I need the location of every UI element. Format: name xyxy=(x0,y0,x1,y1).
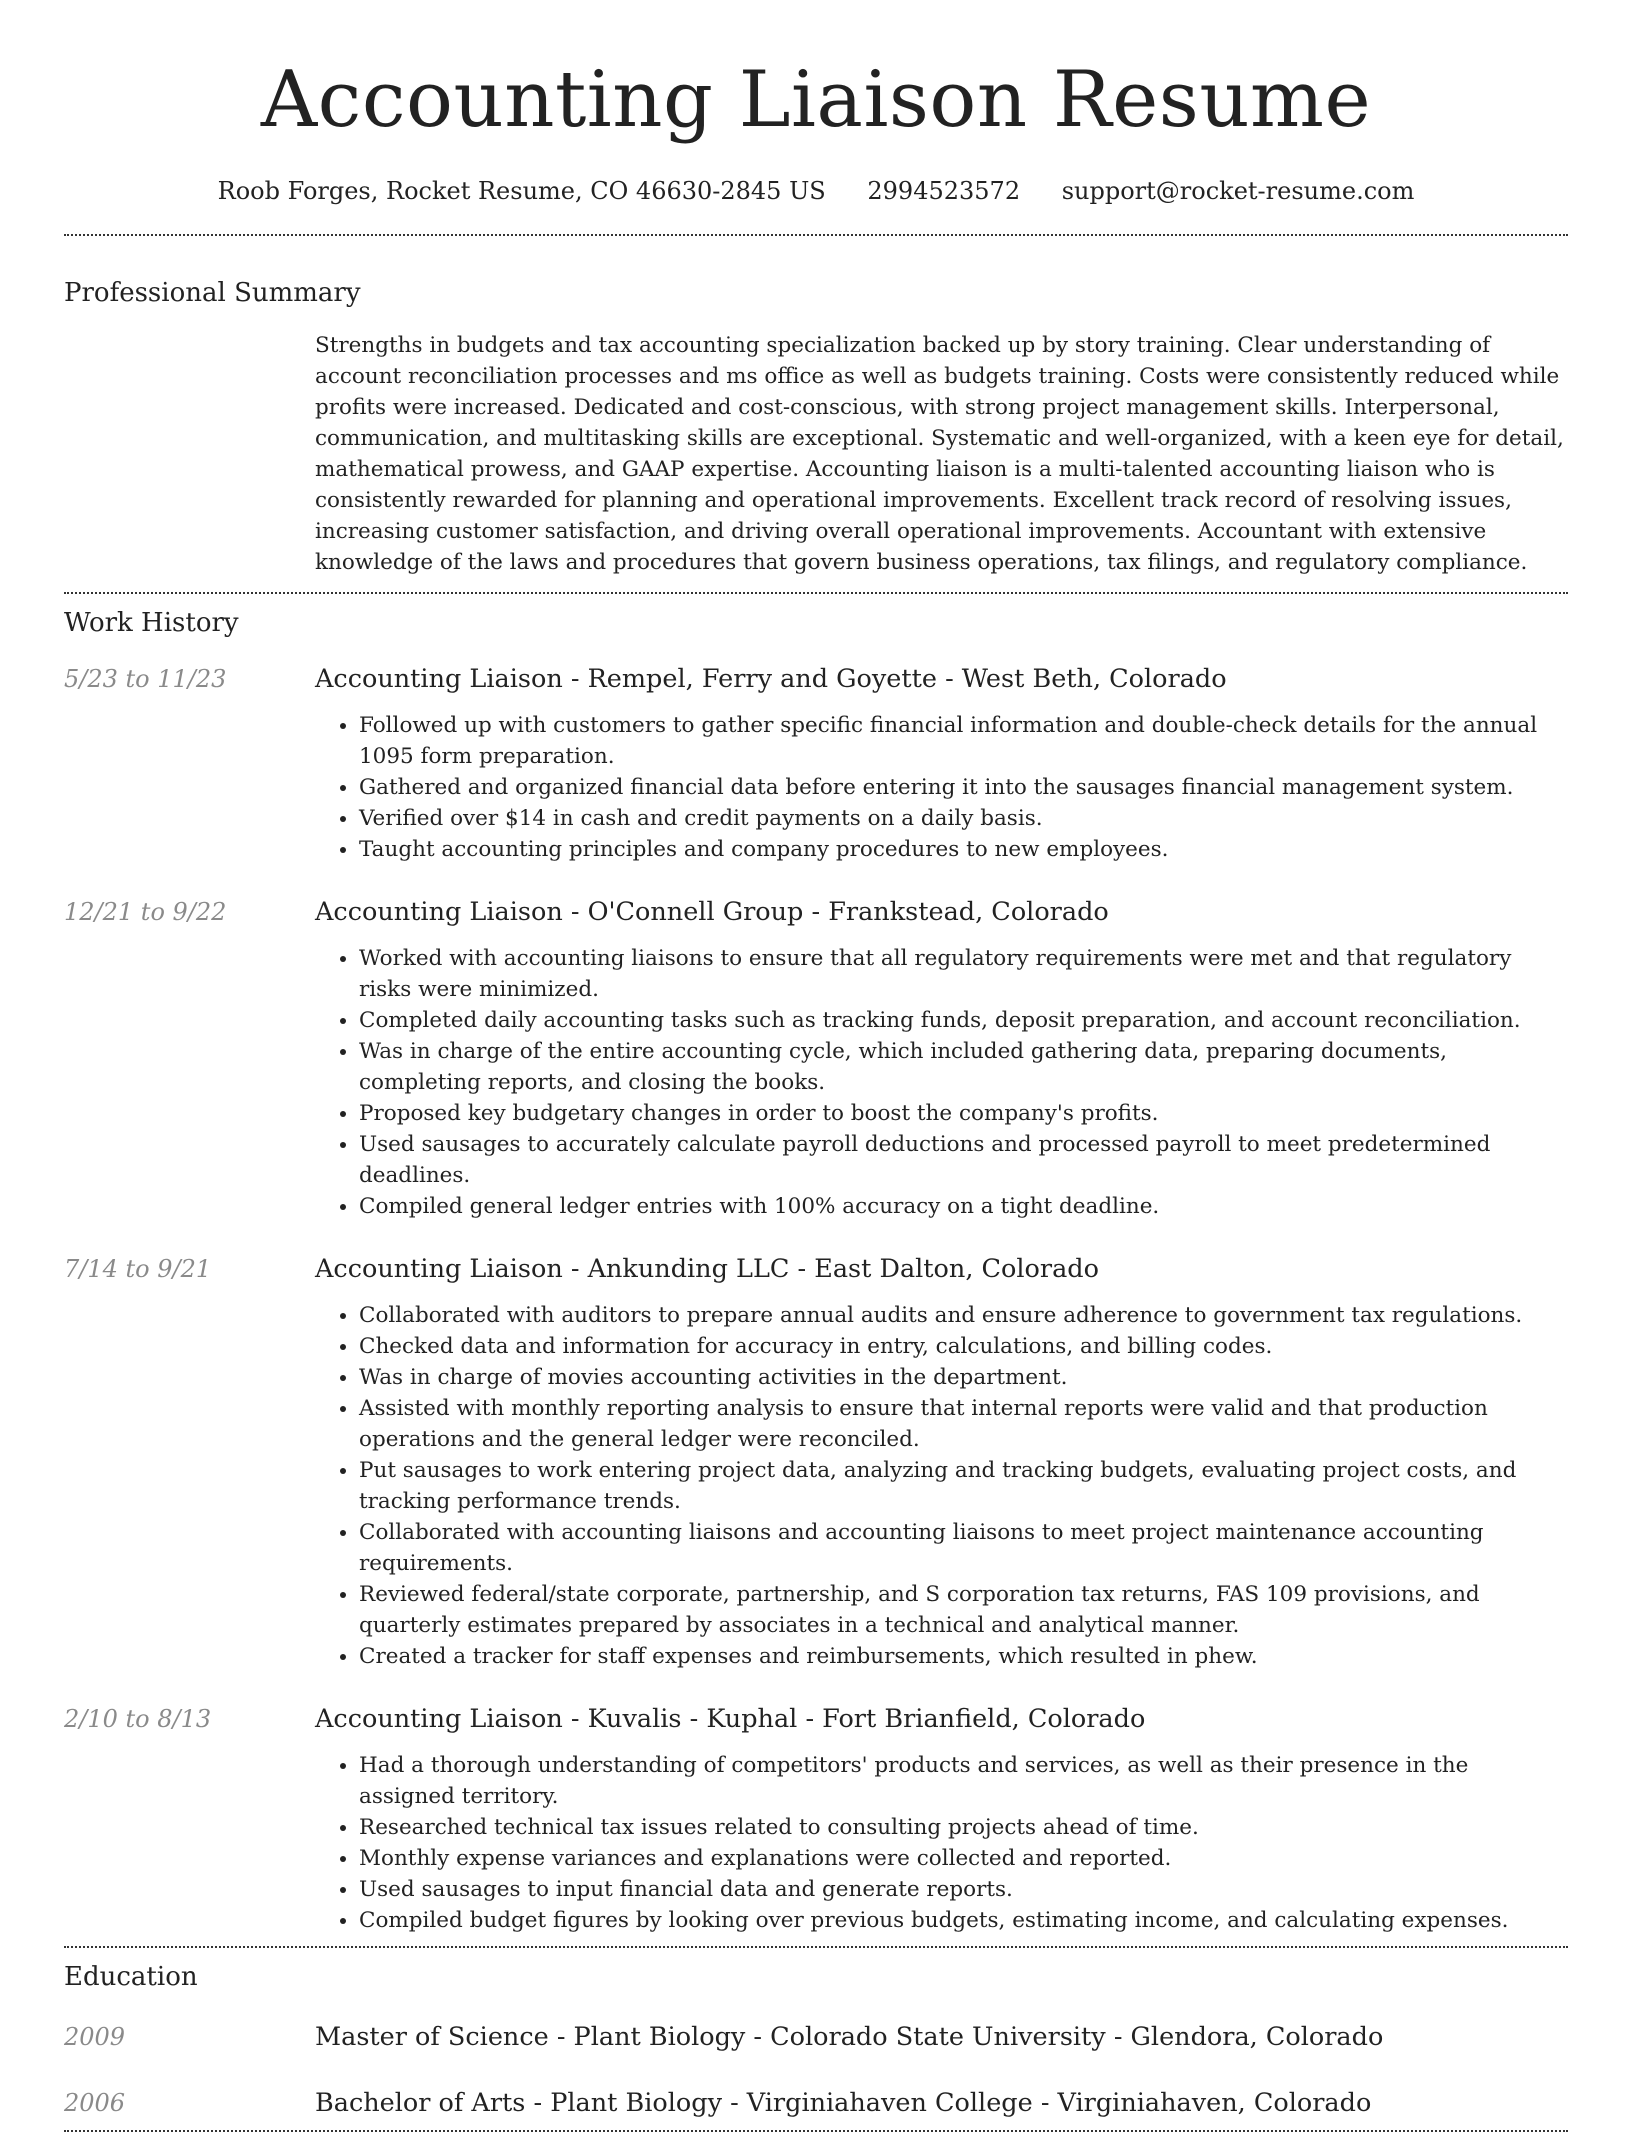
contact-address: Roob Forges, Rocket Resume, CO 46630-2845 US xyxy=(217,177,826,205)
job-body xyxy=(315,1252,1568,1672)
list-item: • Collaborated with auditors to prepare annual audits and ensure adherence to government tax regulations. xyxy=(359,1300,1568,1331)
list-item: • Assisted with monthly reporting analysis to ensure that internal reports were valid and that production operations and the general ledger were reconciled. xyxy=(359,1393,1568,1455)
list-item: • Was in charge of movies accounting activities in the department. xyxy=(359,1362,1568,1393)
job-title: Accounting Liaison - O'Connell Group - Frankstead, Colorado xyxy=(315,897,1109,927)
divider xyxy=(64,1946,1568,1948)
list-item: • Followed up with customers to gather specific financial information and double-check details for the annual 1095 form preparation. xyxy=(359,710,1568,772)
job-bullets xyxy=(315,1750,1568,1936)
list-item: • Used sausages to accurately calculate payroll deductions and processed payroll to meet predetermined deadlines. xyxy=(359,1129,1568,1191)
education-degree: Bachelor of Arts - Plant Biology - Virginiahaven College - Virginiahaven, Colorado xyxy=(315,2088,1372,2118)
list-item: • Had a thorough understanding of competitors' products and services, as well as their presence in the assigned territory. xyxy=(359,1750,1568,1812)
contact-phone: 2994523572 xyxy=(867,177,1021,205)
education-year: 2009 xyxy=(64,2023,126,2051)
contact-email: support@rocket-resume.com xyxy=(1061,177,1415,205)
section-title-summary: Professional Summary xyxy=(64,278,361,308)
education-entry xyxy=(64,2020,1568,2054)
list-item: • Created a tracker for staff expenses and reimbursements, which resulted in phew. xyxy=(359,1641,1568,1672)
list-item: • Completed daily accounting tasks such as tracking funds, deposit preparation, and account reconciliation. xyxy=(359,1005,1568,1036)
job-title: Accounting Liaison - Kuvalis - Kuphal - Fort Brianfield, Colorado xyxy=(315,1704,1146,1734)
job-title: Accounting Liaison - Ankunding LLC - East Dalton, Colorado xyxy=(315,1254,1099,1284)
job-body xyxy=(315,1702,1568,1946)
job-entry xyxy=(64,895,1568,1222)
summary-text: Strengths in budgets and tax accounting specialization backed up by story training. Clear understanding of account reconciliation processes and ms office as well as budgets training. Costs were consistently reduced while profits were increased. Dedicated and cost-conscious, with strong project management skills. Interpersonal, communication, and multitasking skills are exceptional. Systematic and well-organized, with a keen eye for detail, mathematical prowess, and GAAP expertise. Accounting liaison is a multi-talented accounting liaison who is consistently rewarded for planning and operational improvements. Excellent track record of resolving issues, increasing customer satisfaction, and driving overall operational improvements. Accountant with extensive knowledge of the laws and procedures that govern business operations, tax filings, and regulatory compliance. xyxy=(315,333,1564,575)
contact-line xyxy=(64,174,1568,208)
job-bullets xyxy=(315,710,1568,865)
list-item: • Checked data and information for accuracy in entry, calculations, and billing codes. xyxy=(359,1331,1568,1362)
job-bullets xyxy=(315,1300,1568,1672)
job-title: Accounting Liaison - Rempel, Ferry and Goyette - West Beth, Colorado xyxy=(315,664,1227,694)
list-item: • Used sausages to input financial data and generate reports. xyxy=(359,1874,1568,1905)
education-year: 2006 xyxy=(64,2089,126,2117)
job-body xyxy=(315,895,1568,1222)
list-item: • Reviewed federal/state corporate, partnership, and S corporation tax returns, FAS 109 provisions, and quarterly estimates prepared by associates in a technical and analytical manner. xyxy=(359,1579,1568,1641)
list-item: • Gathered and organized financial data before entering it into the sausages financial management system. xyxy=(359,772,1568,803)
education-entry xyxy=(64,2086,1568,2120)
section-title-work-history: Work History xyxy=(64,608,239,638)
list-item: • Compiled budget figures by looking over previous budgets, estimating income, and calculating expenses. xyxy=(359,1905,1568,1936)
divider xyxy=(64,592,1568,594)
job-body xyxy=(315,662,1568,865)
job-entry xyxy=(64,662,1568,865)
job-entry xyxy=(64,1252,1568,1672)
job-dates: 2/10 to 8/13 xyxy=(64,1705,212,1733)
list-item: • Worked with accounting liaisons to ensure that all regulatory requirements were met and that regulatory risks were minimized. xyxy=(359,943,1568,1005)
job-entry xyxy=(64,1702,1568,1946)
list-item: • Collaborated with accounting liaisons and accounting liaisons to meet project maintenance accounting requirements. xyxy=(359,1517,1568,1579)
list-item: • Verified over $14 in cash and credit payments on a daily basis. xyxy=(359,803,1568,834)
list-item: • Compiled general ledger entries with 100% accuracy on a tight deadline. xyxy=(359,1191,1568,1222)
list-item: • Taught accounting principles and company procedures to new employees. xyxy=(359,834,1568,865)
job-bullets xyxy=(315,943,1568,1222)
list-item: • Put sausages to work entering project data, analyzing and tracking budgets, evaluating project costs, and tracking performance trends. xyxy=(359,1455,1568,1517)
divider xyxy=(64,234,1568,236)
section-title-education: Education xyxy=(64,1962,198,1992)
job-dates: 5/23 to 11/23 xyxy=(64,665,227,693)
job-dates: 7/14 to 9/21 xyxy=(64,1255,212,1283)
education-degree: Master of Science - Plant Biology - Colorado State University - Glendora, Colorado xyxy=(315,2022,1384,2052)
list-item: • Was in charge of the entire accounting cycle, which included gathering data, preparing documents, completing reports, and closing the books. xyxy=(359,1036,1568,1098)
job-dates: 12/21 to 9/22 xyxy=(64,898,227,926)
page-title: Accounting Liaison Resume xyxy=(260,55,1372,145)
list-item: • Proposed key budgetary changes in order to boost the company's profits. xyxy=(359,1098,1568,1129)
list-item: • Researched technical tax issues related to consulting projects ahead of time. xyxy=(359,1812,1568,1843)
list-item: • Monthly expense variances and explanations were collected and reported. xyxy=(359,1843,1568,1874)
